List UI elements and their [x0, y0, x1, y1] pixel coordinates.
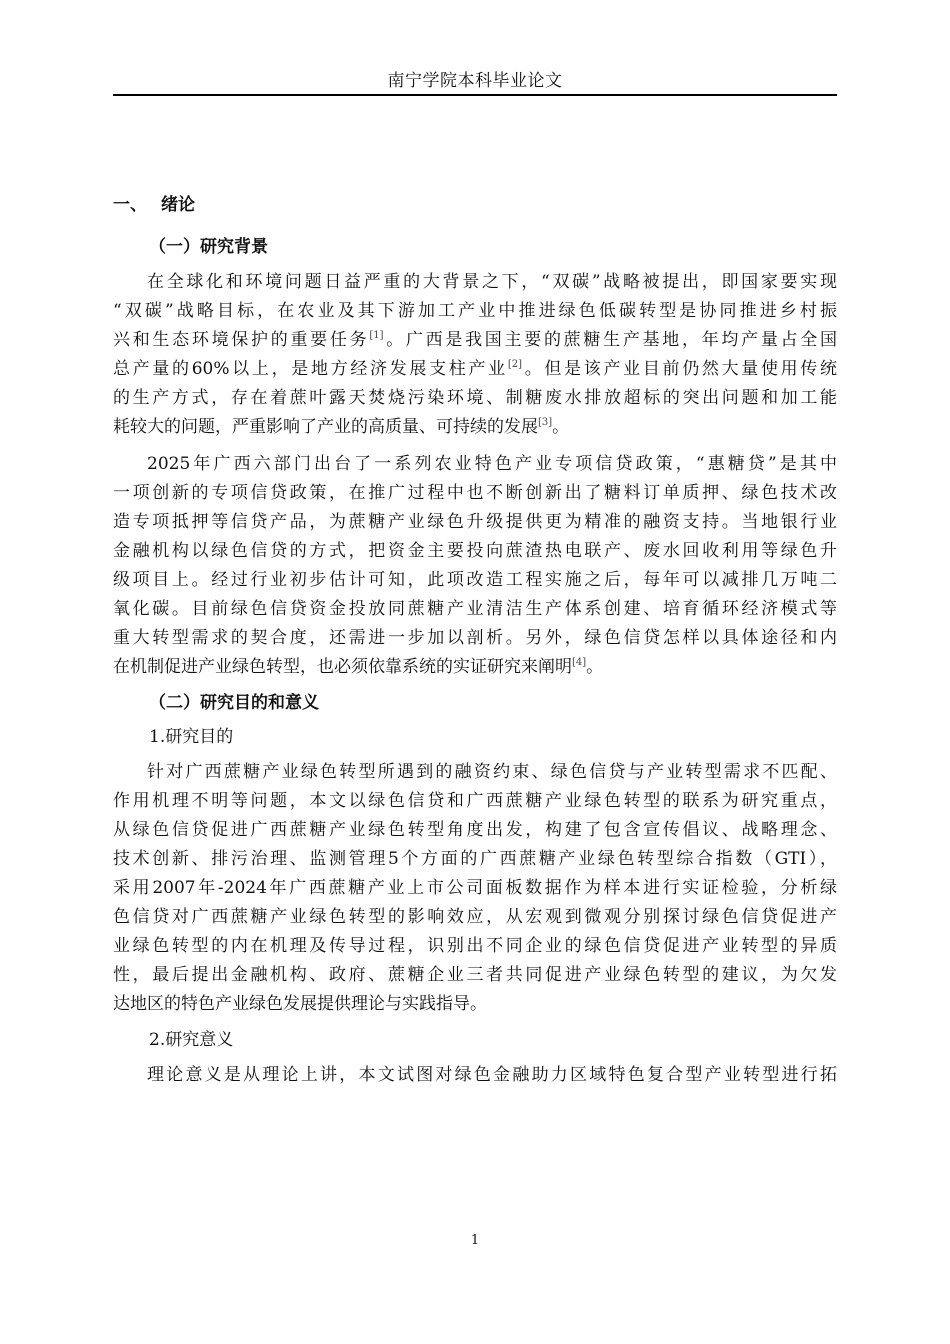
text-line: 针对广西蔗糖产业绿色转型所遇到的融资约束、绿色信贷与产业转型需求不匹配、 — [147, 762, 837, 782]
text-line: 性，最后提出金融机构、政府、蔗糖企业三者共同促进产业绿色转型的建议，为欠发 — [113, 965, 837, 985]
text-line: 色信贷对广西蔗糖产业绿色转型的影响效应，从宏观到微观分别探讨绿色信贷促进产 — [113, 907, 837, 927]
text-line: 金融机构以绿色信贷的方式，把资金主要投向蔗渣热电联产、废水回收利用等绿色升 — [113, 541, 837, 561]
text-line: 从绿色信贷促进广西蔗糖产业绿色转型角度出发，构建了包含宣传倡议、战略理念、 — [113, 820, 837, 840]
citation-ref: [2] — [507, 359, 523, 370]
text-line: 业绿色转型的内在机理及传导过程，识别出不同企业的绿色信贷促进产业转型的异质 — [113, 936, 837, 956]
text-line: 总产量的60%以上，是地方经济发展支柱产业[2]。但是该产业目前仍然大量使用传统 — [113, 359, 837, 379]
section-title: 绪论 — [161, 195, 195, 215]
citation-ref: [3] — [538, 417, 553, 428]
subsubsection-heading-purpose: 1.研究目的 — [149, 727, 234, 747]
text-line: 造专项抵押等信贷产品，为蔗糖产业绿色升级提供更为精准的融资支持。当地银行业 — [113, 512, 837, 532]
text-line: 达地区的特色产业绿色发展提供理论与实践指导。 — [113, 994, 487, 1014]
text-line: 氧化碳。目前绿色信贷资金投放同蔗糖产业清洁生产体系创建、培育循环经济模式等 — [113, 599, 837, 619]
text-line: 2025年广西六部门出台了一系列农业特色产业专项信贷政策，“惠糖贷”是其中 — [147, 454, 837, 474]
text-line: 理论意义是从理论上讲，本文试图对绿色金融助力区域特色复合型产业转型进行拓 — [147, 1065, 837, 1085]
section-heading — [113, 190, 837, 220]
text-line: 采用2007年-2024年广西蔗糖产业上市公司面板数据作为样本进行实证检验，分析绿 — [113, 878, 837, 898]
text-line: 兴和生态环境保护的重要任务[1]。广西是我国主要的蔗糖生产基地，年均产量占全国 — [113, 330, 837, 350]
text-line: 作用机理不明等问题，本文以绿色信贷和广西蔗糖产业绿色转型的联系为研究重点， — [113, 791, 837, 811]
citation-ref: [4] — [572, 657, 587, 668]
text-line: 在机制促进产业绿色转型，也必须依靠系统的实证研究来阐明[4]。 — [113, 657, 604, 677]
section-number: 一、 — [113, 195, 147, 215]
citation-ref: [1] — [369, 330, 384, 341]
text-line: “双碳”战略目标，在农业及其下游加工产业中推进绿色低碳转型是协同推进乡村振 — [113, 301, 837, 321]
text-line: 技术创新、排污治理、监测管理5个方面的广西蔗糖产业绿色转型综合指数（GTI）， — [113, 849, 837, 869]
paragraph-background-1 — [113, 268, 837, 442]
subsubsection-heading-significance: 2.研究意义 — [149, 1030, 234, 1050]
subsection-heading-purpose: （二）研究目的和意义 — [149, 693, 319, 713]
paragraph-significance — [113, 1061, 837, 1090]
running-header: 南宁学院本科毕业论文 — [113, 66, 837, 96]
page-number: 1 — [470, 1233, 480, 1248]
paragraph-background-2 — [113, 450, 837, 682]
text-line: 重大转型需求的契合度，还需进一步加以剖析。另外，绿色信贷怎样以具体途径和内 — [113, 628, 837, 648]
text-line: 的生产方式，存在着蔗叶露天焚烧污染环境、制糖废水排放超标的突出问题和加工能 — [113, 388, 837, 408]
text-line: 一项创新的专项信贷政策，在推广过程中也不断创新出了糖料订单质押、绿色技术改 — [113, 483, 837, 503]
text-line: 耗较大的问题，严重影响了产业的高质量、可持续的发展[3]。 — [113, 417, 570, 437]
paragraph-purpose — [113, 758, 837, 1019]
subsection-heading-background: （一）研究背景 — [149, 237, 268, 257]
text-line: 级项目上。经过行业初步估计可知，此项改造工程实施之后，每年可以减排几万吨二 — [113, 570, 837, 590]
text-line: 在全球化和环境问题日益严重的大背景之下，“双碳”战略被提出，即国家要实现 — [147, 272, 837, 292]
body-content — [113, 190, 837, 1098]
